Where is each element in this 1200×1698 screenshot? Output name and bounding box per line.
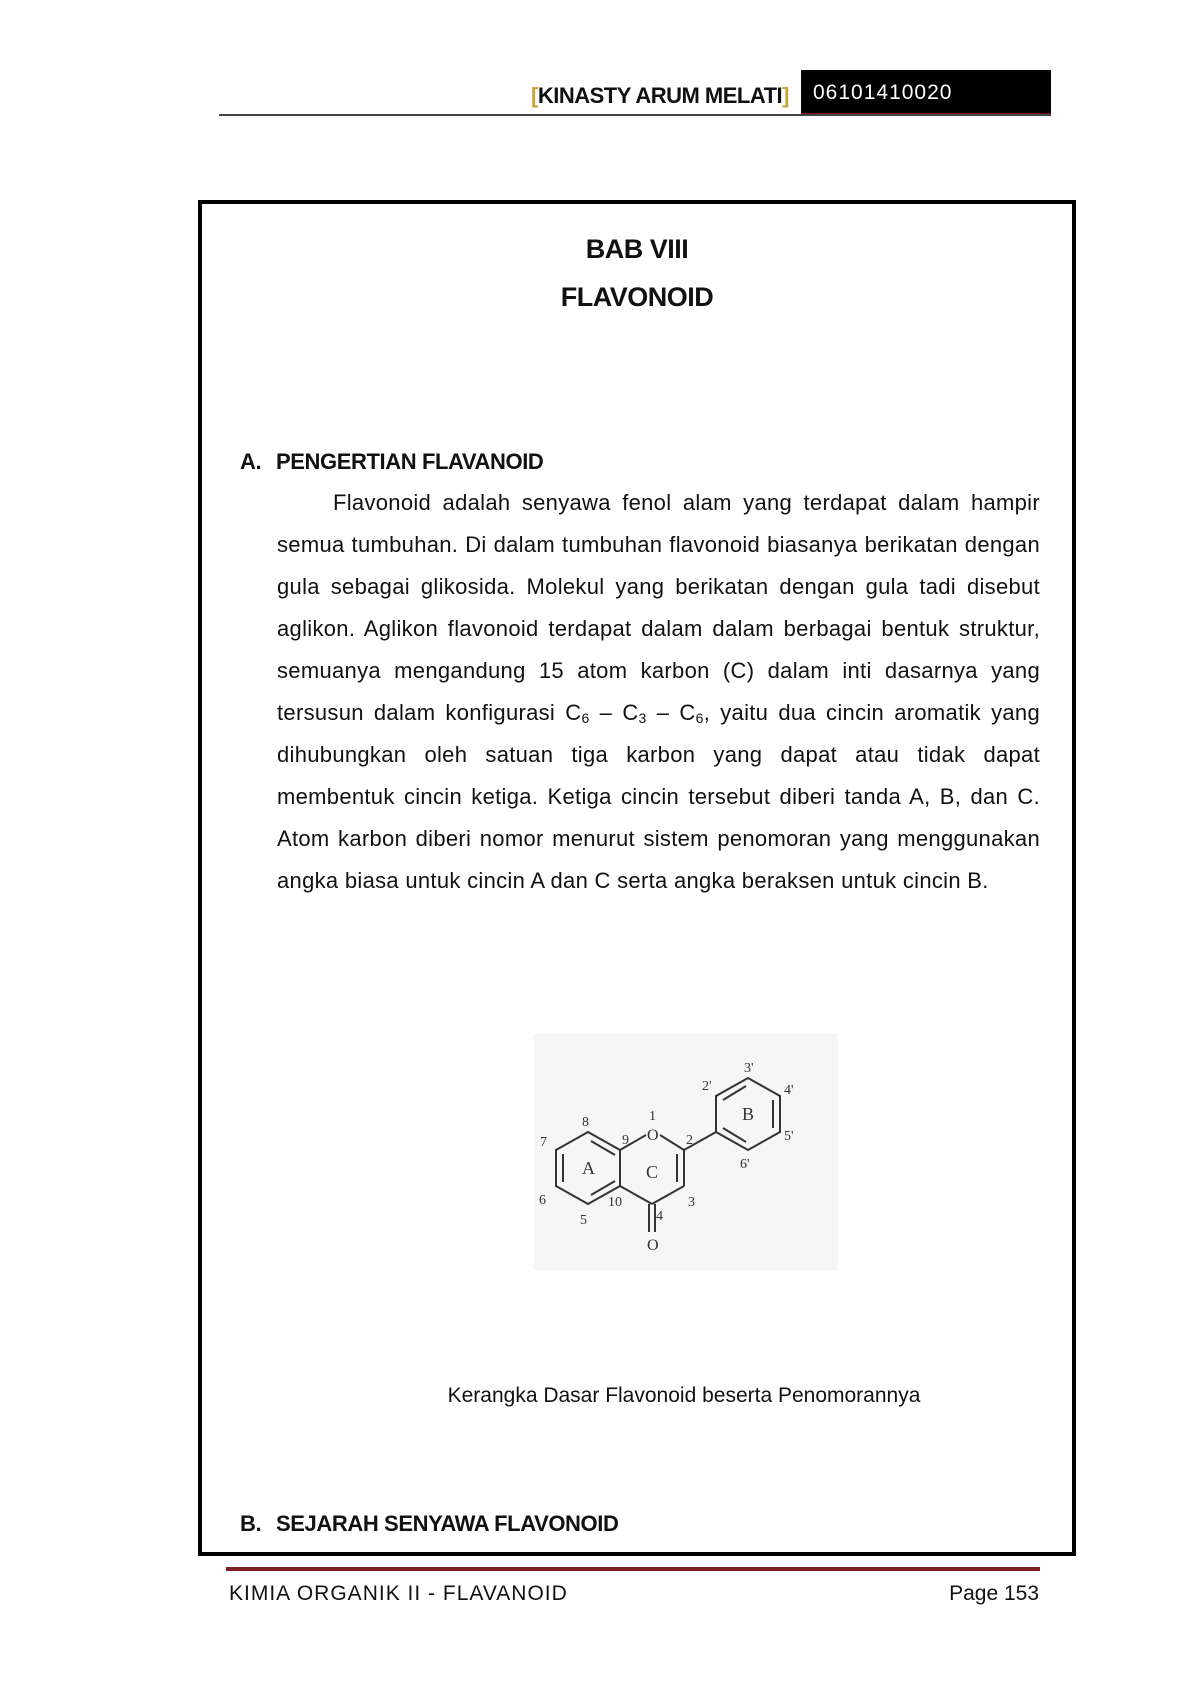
page-header bbox=[219, 70, 1051, 116]
atom-label-5: 5 bbox=[580, 1213, 587, 1228]
atom-label-1: 1 bbox=[649, 1109, 656, 1124]
atom-label-5prime: 5' bbox=[784, 1129, 794, 1144]
header-author bbox=[531, 83, 789, 109]
diagram-background bbox=[534, 1034, 838, 1270]
header-bracket-open: [ bbox=[531, 83, 538, 108]
chapter-title: FLAVONOID bbox=[560, 282, 714, 312]
atom-label-7: 7 bbox=[540, 1135, 547, 1150]
header-rule bbox=[219, 114, 1051, 116]
ring-label-c: C bbox=[646, 1162, 659, 1182]
section-a-letter: A. bbox=[240, 449, 262, 474]
figure-caption: Kerangka Dasar Flavonoid beserta Penomorannya bbox=[447, 1384, 921, 1407]
atom-label-6: 6 bbox=[539, 1193, 546, 1208]
footer-rule bbox=[226, 1567, 1040, 1571]
atom-label-4: 4 bbox=[656, 1209, 663, 1224]
atom-label-2prime: 2' bbox=[702, 1079, 712, 1094]
header-student-id: 06101410020 bbox=[801, 70, 1051, 116]
section-a-heading bbox=[240, 449, 543, 475]
oxygen-ring-label: O bbox=[647, 1127, 659, 1144]
header-author-name: KINASTY ARUM MELATI bbox=[537, 83, 783, 108]
header-bracket-close: ] bbox=[782, 83, 789, 108]
footer-page-number: Page 153 bbox=[949, 1582, 1039, 1605]
paragraph-part-2: , yaitu dua cincin aromatik yang dihubungkan oleh satuan tiga karbon yang dapat atau tidak dapat membentuk cincin ketiga. Ketiga cincin tersebut diberi tanda A, B, dan C. Atom karbon diberi nomor menurut sistem penomoran yang menggunakan angka biasa untuk cincin A dan C serta angka beraksen untuk cincin B. bbox=[277, 700, 1040, 893]
flavonoid-structure-diagram bbox=[534, 1034, 838, 1270]
formula-c3: C bbox=[679, 700, 696, 725]
oxygen-carbonyl-label: O bbox=[647, 1237, 659, 1254]
chapter-number: BAB VIII bbox=[585, 234, 689, 264]
formula-c6-c3-c6 bbox=[565, 700, 703, 725]
formula-c2: C bbox=[622, 700, 639, 725]
atom-label-3: 3 bbox=[688, 1195, 695, 1210]
atom-label-6prime: 6' bbox=[740, 1157, 750, 1172]
paragraph-part-1: Flavonoid adalah senyawa fenol alam yang terdapat dalam hampir semua tumbuhan. Di dalam tumbuhan flavonoid biasanya berikatan dengan gula sebagai glikosida. Molekul yang berikatan dengan gula tadi disebut aglikon. Aglikon flavonoid terdapat dalam dalam berbagai bentuk struktur, semuanya mengandung 15 atom karbon (C) dalam inti dasarnya yang tersusun dalam konfigurasi bbox=[277, 490, 1040, 725]
atom-label-4prime: 4' bbox=[784, 1083, 794, 1098]
footer-course: KIMIA ORGANIK II - FLAVANOID bbox=[229, 1582, 568, 1605]
formula-sub1: 6 bbox=[581, 710, 590, 726]
section-b-heading bbox=[240, 1511, 618, 1537]
atom-label-9: 9 bbox=[622, 1133, 629, 1148]
formula-dash1: – bbox=[589, 700, 623, 725]
atom-label-10: 10 bbox=[608, 1195, 622, 1210]
section-b-letter: B. bbox=[240, 1511, 262, 1536]
formula-sub2: 3 bbox=[638, 710, 647, 726]
formula-c1: C bbox=[565, 700, 582, 725]
atom-label-8: 8 bbox=[582, 1115, 589, 1130]
formula-dash2: – bbox=[646, 700, 680, 725]
ring-label-b: B bbox=[742, 1104, 755, 1124]
section-b-title: SEJARAH SENYAWA FLAVONOID bbox=[276, 1511, 619, 1536]
ring-label-a: A bbox=[582, 1158, 595, 1178]
content-frame bbox=[198, 200, 1076, 1556]
section-a-paragraph bbox=[277, 482, 1040, 902]
atom-label-3prime: 3' bbox=[744, 1061, 754, 1076]
atom-label-2: 2 bbox=[686, 1133, 693, 1148]
section-a-title: PENGERTIAN FLAVANOID bbox=[276, 449, 544, 474]
formula-sub3: 6 bbox=[695, 710, 704, 726]
